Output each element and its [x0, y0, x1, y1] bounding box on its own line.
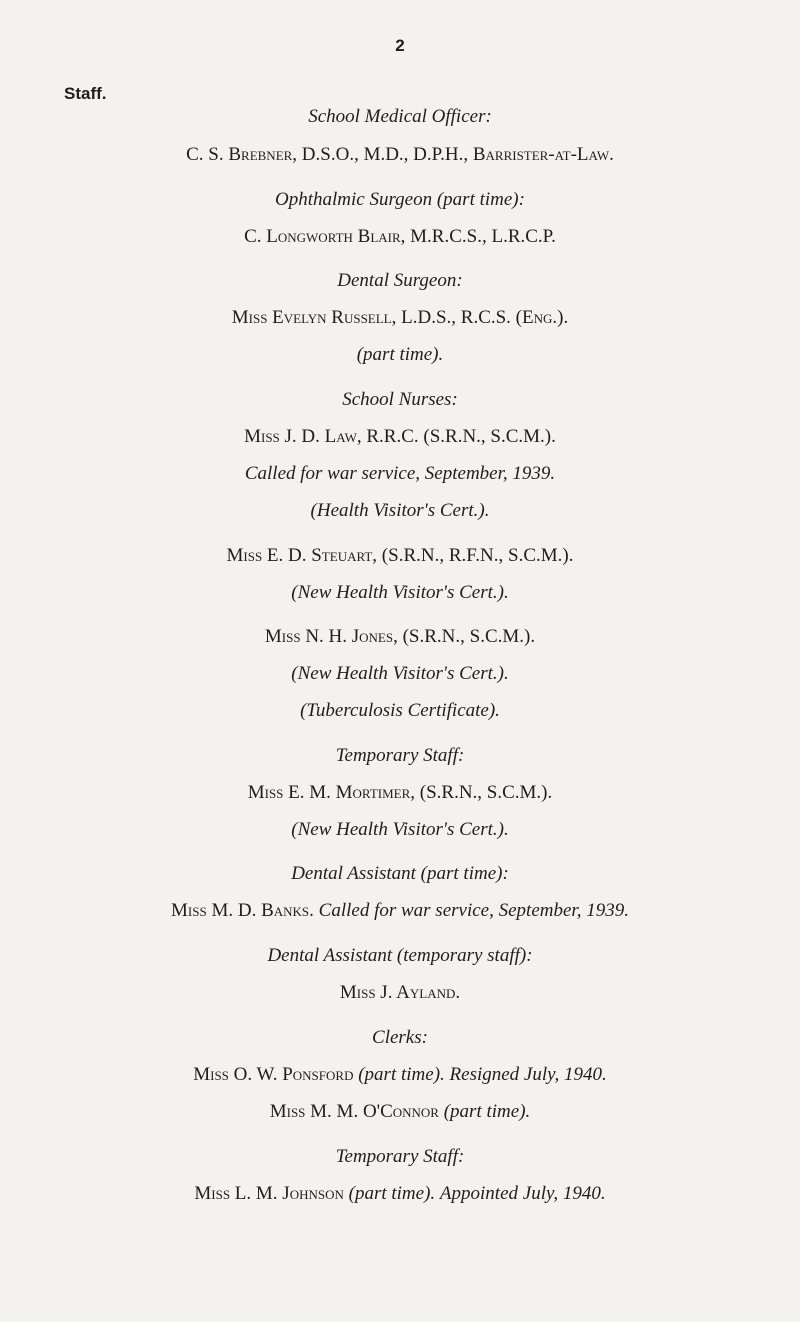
entry-ponsford-note: Resigned July, 1940. [449, 1064, 607, 1085]
entry-oconnor-name: Miss M. M. O'Connor [269, 1101, 439, 1122]
section-title: Staff. [64, 84, 107, 103]
entry-jones-note-2: (Tuberculosis Certificate). [300, 700, 500, 721]
entry-jones-note-1: (New Health Visitor's Cert.). [291, 663, 509, 684]
heading-school-medical-officer: School Medical Officer: [308, 106, 492, 127]
entry-johnson-note: Appointed July, 1940. [439, 1183, 606, 1204]
entry-law-note-2: (Health Visitor's Cert.). [310, 500, 490, 521]
entry-steuart: Miss E. D. Steuart, (S.R.N., R.F.N., S.C.M.). [226, 545, 574, 566]
entry-banks-note: Called for war service, September, 1939. [318, 900, 629, 921]
entry-russell: Miss Evelyn Russell, L.D.S., R.C.S. (Eng.). [231, 307, 569, 328]
entry-brebner: C. S. Brebner, D.S.O., M.D., D.P.H., Barrister-at-Law. [186, 144, 614, 165]
entry-oconnor-time: (part time). [443, 1101, 531, 1122]
heading-clerks: Clerks: [372, 1027, 428, 1048]
entry-blair: C. Longworth Blair, M.R.C.S., L.R.C.P. [244, 226, 556, 247]
heading-ophthalmic-surgeon: Ophthalmic Surgeon (part time): [275, 189, 525, 210]
entry-russell-note: (part time). [356, 344, 444, 365]
heading-dental-surgeon: Dental Surgeon: [337, 270, 463, 291]
entry-ponsford-time: (part time). [358, 1064, 445, 1085]
heading-temporary-staff-1: Temporary Staff: [335, 745, 465, 766]
entry-mortimer: Miss E. M. Mortimer, (S.R.N., S.C.M.). [247, 782, 553, 803]
entry-johnson-time: (part time). [348, 1183, 436, 1204]
entry-banks-name: Miss M. D. Banks. [171, 900, 314, 921]
entry-mortimer-note: (New Health Visitor's Cert.). [291, 819, 509, 840]
entry-johnson [0, 1183, 800, 1205]
entry-law-note-1: Called for war service, September, 1939. [244, 463, 556, 484]
heading-dental-assistant: Dental Assistant (part time): [291, 863, 509, 884]
entry-ponsford [0, 1064, 800, 1086]
entry-banks [0, 900, 800, 922]
entry-steuart-note: (New Health Visitor's Cert.). [291, 582, 509, 603]
entry-ponsford-name: Miss O. W. Ponsford [193, 1064, 354, 1085]
heading-dental-assistant-temporary: Dental Assistant (temporary staff): [267, 945, 533, 966]
entry-law: Miss J. D. Law, R.R.C. (S.R.N., S.C.M.). [244, 426, 556, 447]
page-number: 2 [395, 36, 405, 55]
entry-jones: Miss N. H. Jones, (S.R.N., S.C.M.). [264, 626, 536, 647]
entry-johnson-name: Miss L. M. Johnson [194, 1183, 344, 1204]
heading-school-nurses: School Nurses: [342, 389, 458, 410]
entry-ayland: Miss J. Ayland. [339, 982, 461, 1003]
heading-temporary-staff-2: Temporary Staff: [335, 1146, 465, 1167]
entry-oconnor [0, 1101, 800, 1123]
